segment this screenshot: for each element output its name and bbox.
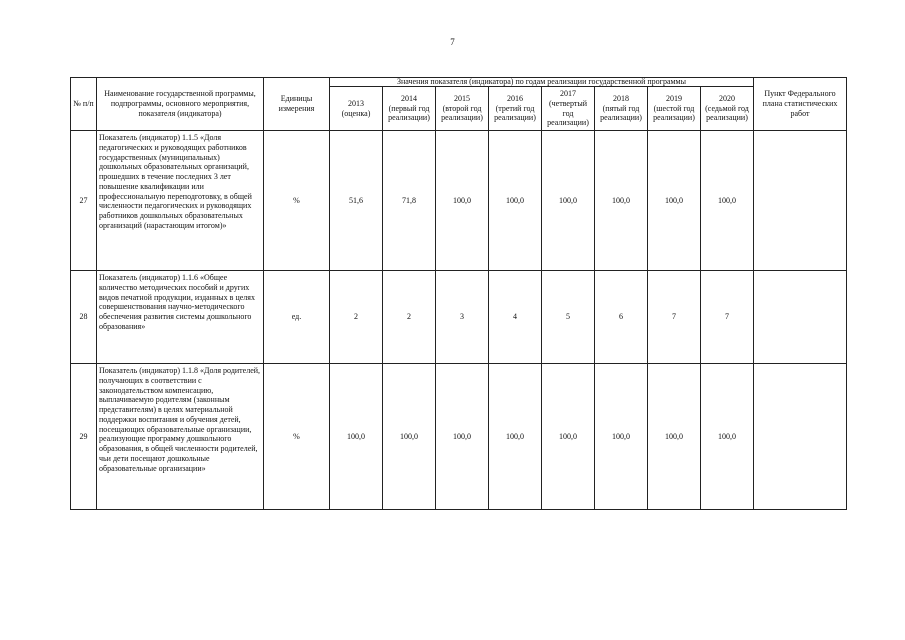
row-number: 27 [71,131,97,271]
row-value: 51,6 [330,131,383,271]
header-name: Наименование государственной программы, подпрограммы, основного мероприятия, показателя (индикатора) [97,78,264,131]
table-row [71,364,847,510]
header-year-note: (третий год реализации) [494,103,536,123]
row-value: 100,0 [701,364,754,510]
header-year-note: (пятый год реализации) [600,103,642,123]
row-unit: ед. [264,271,330,364]
row-value: 5 [542,271,595,364]
row-value: 7 [648,271,701,364]
header-year-note: (седьмой год реализации) [705,103,749,123]
header-year: 2017 [560,89,576,98]
row-value: 6 [595,271,648,364]
header-year: 2016 [507,93,523,103]
row-fed-plan [754,271,847,364]
header-year-note: (четвертый год реализации) [547,98,589,128]
header-year-cell [330,87,383,131]
row-indicator-name: Показатель (индикатор) 1.1.6 «Общее количество методических пособий и других видов печатной продукции, изданных в целях совершенствования научно-методического обеспечения развития системы дошкольного образования» [97,271,264,364]
header-fed-plan: Пункт Федерального плана статистических работ [754,78,847,131]
header-unit: Единицы измерения [264,78,330,131]
row-number: 28 [71,271,97,364]
table-row [71,271,847,364]
row-value: 100,0 [383,364,436,510]
row-value: 4 [489,271,542,364]
row-fed-plan [754,364,847,510]
row-value: 100,0 [489,364,542,510]
indicators-table [70,77,847,510]
header-year: 2020 [719,93,735,103]
header-year-note: (оценка) [341,108,371,118]
row-unit: % [264,131,330,271]
page-number: 7 [450,37,455,47]
row-value: 71,8 [383,131,436,271]
row-unit: % [264,364,330,510]
header-year: 2014 [401,93,417,103]
header-values-group: Значения показателя (индикатора) по годам реализации государственной программы [330,78,754,87]
row-value: 100,0 [542,131,595,271]
header-year-cell [542,87,595,131]
row-indicator-name: Показатель (индикатор) 1.1.5 «Доля педагогических и руководящих работников государственных (муниципальных) дошкольных образовательных организаций, прошедших в течение последних 3 лет повышение квалификации или профессиональную переподготовку, в общей численности педагогических и руководящих работников дошкольных образовательных организаций (нарастающим итогом)» [97,131,264,271]
row-value: 100,0 [436,131,489,271]
row-value: 2 [330,271,383,364]
row-value: 100,0 [542,364,595,510]
row-value: 3 [436,271,489,364]
header-year-cell [383,87,436,131]
header-year-cell [648,87,701,131]
row-value: 7 [701,271,754,364]
row-value: 100,0 [330,364,383,510]
row-value: 100,0 [436,364,489,510]
row-number: 29 [71,364,97,510]
header-year-cell [489,87,542,131]
header-year-note: (шестой год реализации) [653,103,695,123]
row-value: 2 [383,271,436,364]
header-year-cell [701,87,754,131]
row-indicator-name: Показатель (индикатор) 1.1.8 «Доля родителей, получающих в соответствии с законодательством компенсацию, выплачиваемую родителям (законным представителям) в целях материальной поддержки воспитания и обучения детей, посещающих образовательные организации, реализующие программу дошкольного образования, в общей численности родителей, чьи дети посещают дошкольные образовательные организации» [97,364,264,510]
row-value: 100,0 [595,364,648,510]
row-value: 100,0 [595,131,648,271]
header-year-note: (первый год реализации) [388,103,430,123]
header-year-note: (второй год реализации) [441,103,483,123]
header-year-cell [595,87,648,131]
header-year: 2015 [454,93,470,103]
row-value: 100,0 [648,364,701,510]
header-year: 2018 [613,93,629,103]
row-value: 100,0 [648,131,701,271]
row-value: 100,0 [701,131,754,271]
row-fed-plan [754,131,847,271]
header-year: 2013 [348,98,364,108]
table-row [71,131,847,271]
header-number: № п/п [71,78,97,131]
header-year: 2019 [666,93,682,103]
header-year-cell [436,87,489,131]
row-value: 100,0 [489,131,542,271]
